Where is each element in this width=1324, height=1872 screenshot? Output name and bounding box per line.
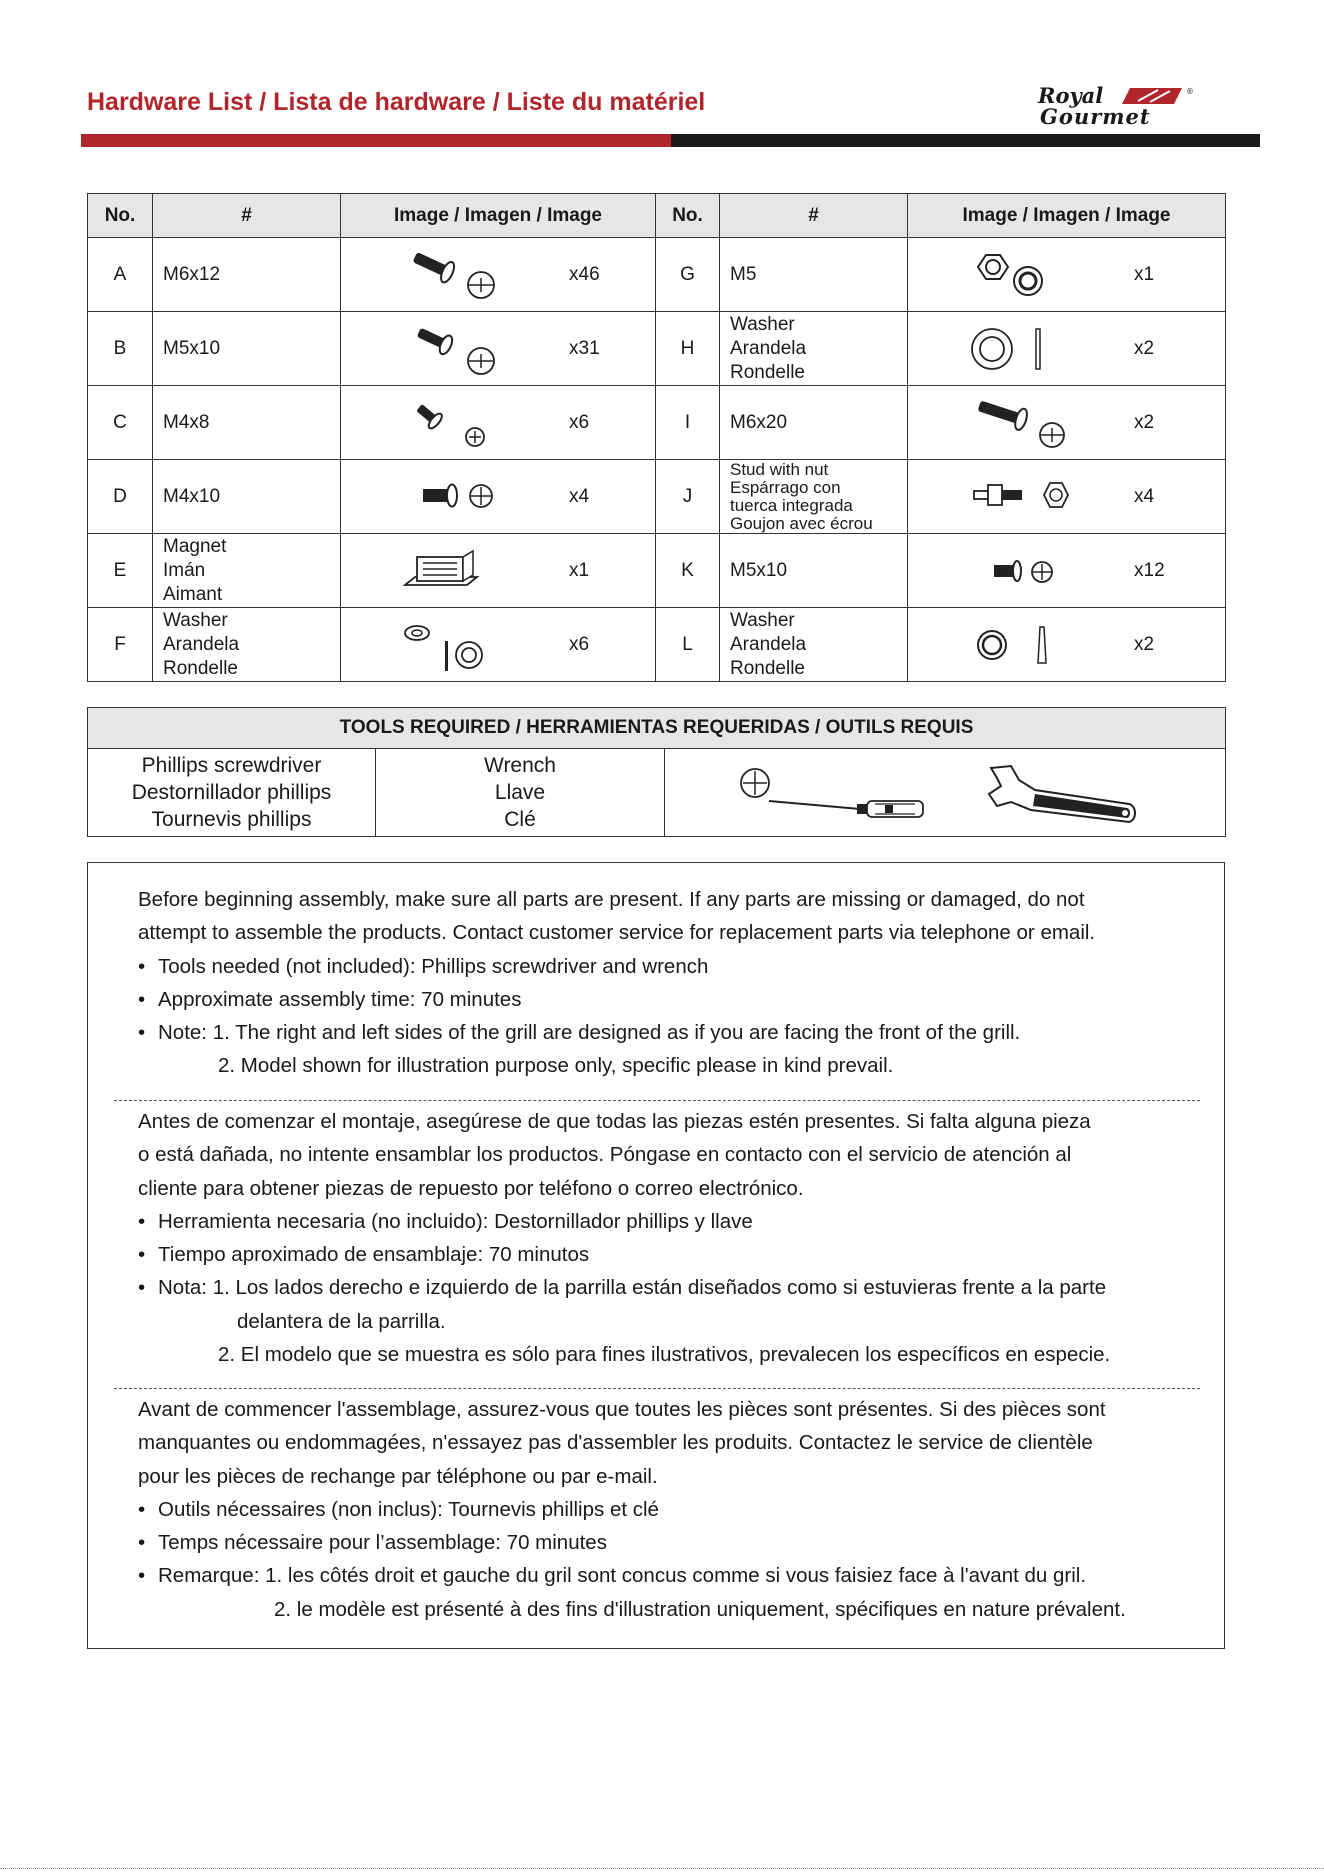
part-no: H <box>656 312 720 386</box>
col-image: Image / Imagen / Image <box>341 194 656 238</box>
washer-icon <box>401 615 511 675</box>
tools-title: TOOLS REQUIRED / HERRAMIENTAS REQUERIDAS / OUTILS REQUIS <box>88 708 1226 749</box>
part-qty: x6 <box>569 633 590 655</box>
nut-icon <box>970 245 1080 305</box>
part-qty: x4 <box>1134 485 1155 507</box>
part-name: Washer Arandela Rondelle <box>720 312 908 386</box>
header-bar-red <box>81 134 671 147</box>
screw-long-icon <box>401 245 511 305</box>
screw-long-icon <box>970 393 1080 453</box>
part-qty: x6 <box>569 411 590 433</box>
wrench-icon <box>989 766 1135 822</box>
notes-bullet: • Herramienta necesaria (no incluido): Destornillador phillips y llave <box>138 1205 1198 1238</box>
notes-subpoint: 2. El modelo que se muestra es sólo para fines ilustrativos, prevalecen los específicos en especie. <box>218 1343 1111 1367</box>
screw-medium-icon <box>401 319 511 379</box>
notes-bullet: • Tools needed (not included): Phillips screwdriver and wrench <box>138 950 1198 983</box>
notes-intro: Avant de commencer l'assemblage, assurez-vous que toutes les pièces sont présentes. Si des pièces sont <box>138 1398 1106 1421</box>
part-name: M5 <box>720 238 908 312</box>
col-no: No. <box>656 194 720 238</box>
notes-intro: cliente para obtener piezas de repuesto por teléfono o correo electrónico. <box>138 1176 804 1200</box>
notes-bullet: • Tiempo aproximado de ensamblaje: 70 minutos <box>138 1238 1198 1271</box>
col-hash: # <box>153 194 341 238</box>
logo-text-line2: Gourmet <box>1040 104 1151 128</box>
table-row <box>88 386 1226 460</box>
part-qty: x2 <box>1134 337 1155 359</box>
part-name: M4x8 <box>153 386 341 460</box>
notes-bullet: • Temps nécessaire pour l’assemblage: 70 minutes <box>138 1526 1198 1559</box>
part-image <box>908 608 1226 682</box>
svg-text:®: ® <box>1186 87 1194 96</box>
notes-bullet: • Remarque: 1. les côtés droit et gauche du gril sont concus comme si vous faisiez face à l'avant du gril. <box>138 1559 1198 1592</box>
part-image <box>341 460 656 534</box>
hardware-table <box>87 193 1226 682</box>
washer-flat-icon <box>970 319 1080 379</box>
part-image <box>341 534 656 608</box>
notes-subpoint: 2. Model shown for illustration purpose only, specific please in kind prevail. <box>218 1054 894 1078</box>
notes-bullet: • Approximate assembly time: 70 minutes <box>138 983 1198 1016</box>
notes-spanish <box>138 1105 1198 1371</box>
notes-bullet: • Note: 1. The right and left sides of the grill are designed as if you are facing the front of the grill. <box>138 1016 1198 1049</box>
part-image <box>908 386 1226 460</box>
notes-subpoint: delantera de la parrilla. <box>237 1309 446 1333</box>
screw-flat-icon <box>970 541 1080 601</box>
table-row <box>88 534 1226 608</box>
part-no: E <box>88 534 153 608</box>
tool-wrench-label: Wrench Llave Clé <box>376 749 665 837</box>
table-row <box>88 238 1226 312</box>
tools-table <box>87 707 1226 837</box>
notes-french <box>138 1393 1198 1626</box>
part-no: L <box>656 608 720 682</box>
section-divider <box>114 1100 1200 1101</box>
part-name: Stud with nut Espárrago con tuerca integrada Goujon avec écrou <box>720 460 908 534</box>
col-hash: # <box>720 194 908 238</box>
page-title: Hardware List / Lista de hardware / Liste du matériel <box>87 88 706 116</box>
notes-intro: attempt to assemble the products. Contact customer service for replacement parts via telephone or email. <box>138 921 1096 945</box>
part-qty: x12 <box>1134 559 1165 581</box>
part-name: Magnet Imán Aimant <box>153 534 341 608</box>
magnet-icon <box>401 541 511 601</box>
header-bar-black <box>671 134 1260 147</box>
lock-washer-icon <box>970 615 1080 675</box>
part-no: A <box>88 238 153 312</box>
part-image <box>908 460 1226 534</box>
notes-bullet: • Outils nécessaires (non inclus): Tournevis phillips et clé <box>138 1493 1198 1526</box>
part-image <box>908 238 1226 312</box>
part-no: I <box>656 386 720 460</box>
notes-intro: manquantes ou endommagées, n'essayez pas d'assembler les produits. Contactez le service de clientèle <box>138 1431 1093 1455</box>
part-no: G <box>656 238 720 312</box>
part-no: C <box>88 386 153 460</box>
part-name: M4x10 <box>153 460 341 534</box>
part-qty: x2 <box>1134 411 1155 433</box>
part-no: B <box>88 312 153 386</box>
assembly-notes <box>87 862 1225 1649</box>
part-image <box>908 534 1226 608</box>
tools-image <box>665 749 1226 837</box>
part-qty: x31 <box>569 337 600 359</box>
part-image <box>341 238 656 312</box>
part-name: Washer Arandela Rondelle <box>153 608 341 682</box>
logo-text-line1: Royal <box>1038 84 1104 108</box>
part-name: M6x12 <box>153 238 341 312</box>
notes-intro: pour les pièces de rechange par téléphone ou par e-mail. <box>138 1464 658 1488</box>
part-no: K <box>656 534 720 608</box>
part-image <box>341 386 656 460</box>
part-qty: x1 <box>569 559 590 581</box>
col-image: Image / Imagen / Image <box>908 194 1226 238</box>
part-image <box>908 312 1226 386</box>
brand-logo <box>1034 84 1234 128</box>
page-bottom-rule <box>0 1868 1324 1869</box>
table-row <box>88 608 1226 682</box>
hardware-table-header <box>88 194 1226 238</box>
part-no: D <box>88 460 153 534</box>
part-name: Washer Arandela Rondelle <box>720 608 908 682</box>
screw-flat-icon <box>401 467 511 527</box>
notes-english <box>138 883 1198 1083</box>
part-qty: x46 <box>569 263 600 285</box>
table-row <box>88 460 1226 534</box>
col-no: No. <box>88 194 153 238</box>
part-name: M6x20 <box>720 386 908 460</box>
part-image <box>341 312 656 386</box>
part-name: M5x10 <box>720 534 908 608</box>
section-divider <box>114 1388 1200 1389</box>
part-image <box>341 608 656 682</box>
stud-nut-icon <box>970 467 1080 527</box>
part-no: J <box>656 460 720 534</box>
part-name: M5x10 <box>153 312 341 386</box>
notes-bullet: • Nota: 1. Los lados derecho e izquierdo de la parrilla están diseñados como si estuvieras frente a la parte <box>138 1271 1198 1304</box>
part-qty: x4 <box>569 485 590 507</box>
part-qty: x2 <box>1134 633 1155 655</box>
notes-subpoint: 2. le modèle est présenté à des fins d'illustration uniquement, spécifiques en nature prévalent. <box>274 1597 1126 1621</box>
notes-intro: o está dañada, no intente ensamblar los productos. Póngase en contacto con el servicio de atención al <box>138 1143 1072 1167</box>
screw-short-icon <box>401 393 511 453</box>
part-qty: x1 <box>1134 263 1155 285</box>
notes-intro: Before beginning assembly, make sure all parts are present. If any parts are missing or damaged, do not <box>138 888 1085 911</box>
notes-intro: Antes de comenzar el montaje, asegúrese de que todas las piezas estén presentes. Si falta alguna pieza <box>138 1110 1091 1133</box>
table-row <box>88 312 1226 386</box>
tool-screwdriver-label: Phillips screwdriver Destornillador phillips Tournevis phillips <box>88 749 376 837</box>
part-no: F <box>88 608 153 682</box>
screwdriver-icon <box>741 769 923 817</box>
